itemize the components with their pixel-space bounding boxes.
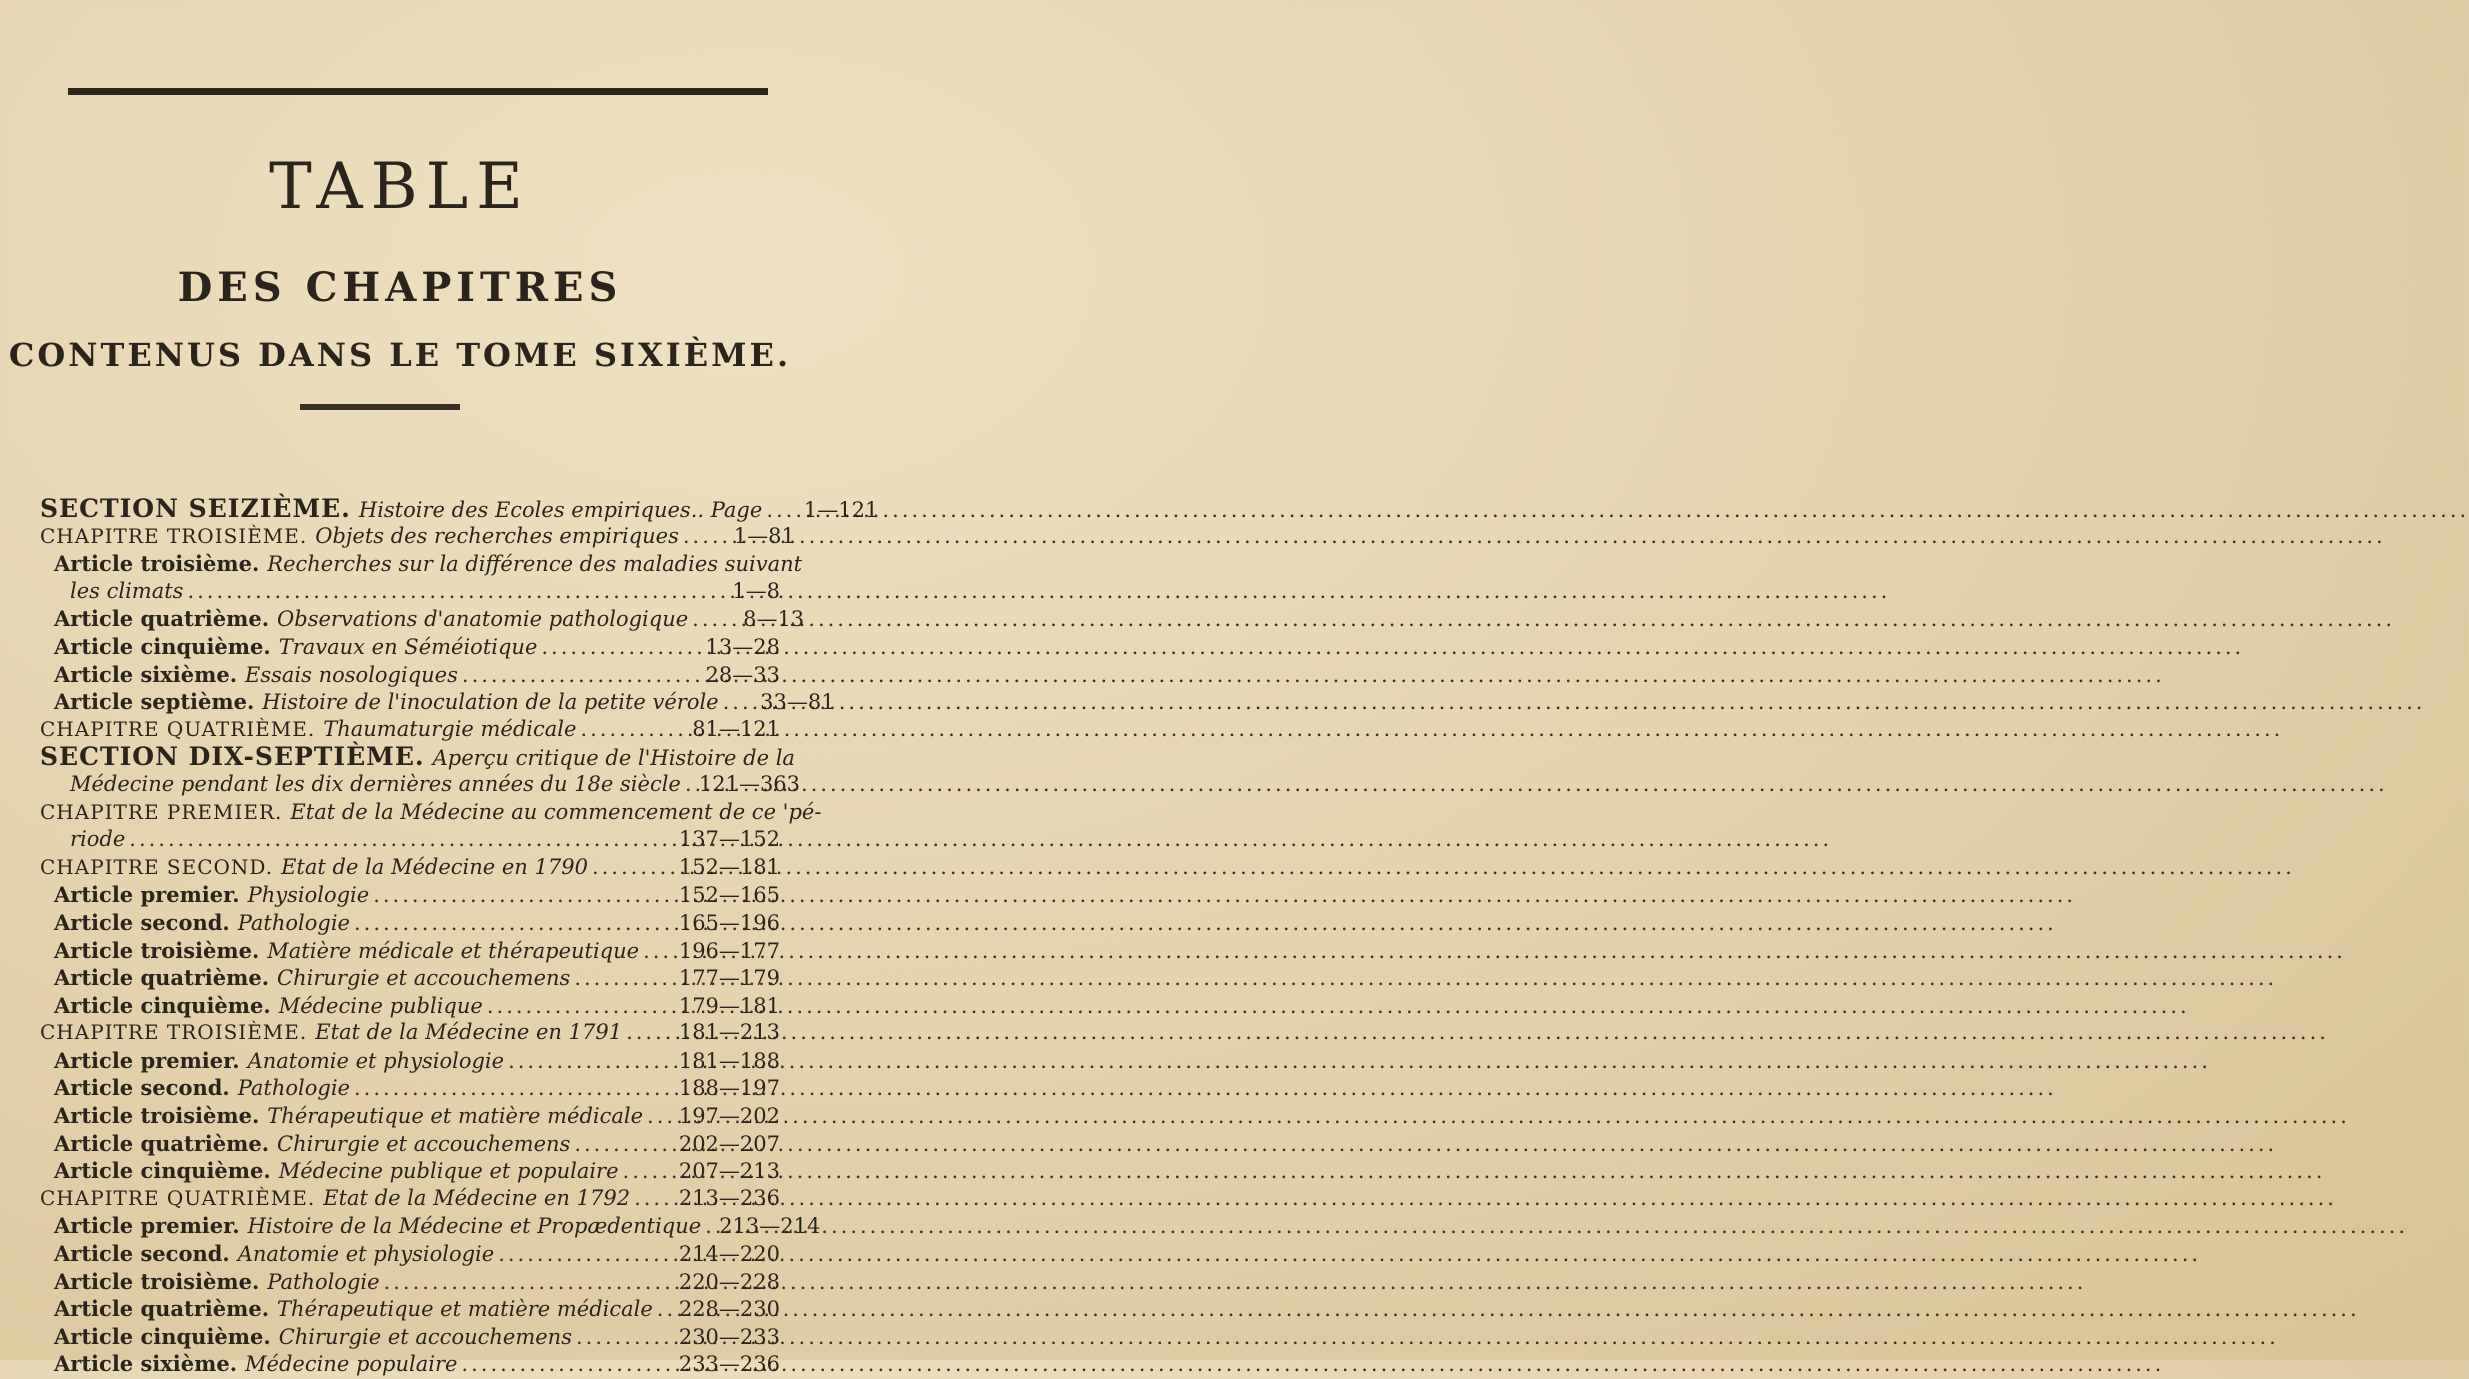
dot-leader xyxy=(685,771,695,799)
toc-entry-title: Thérapeutique et matière médicale xyxy=(267,1104,644,1129)
toc-entry-text xyxy=(54,1240,494,1269)
toc-entry-text xyxy=(70,771,681,799)
toc-entry xyxy=(40,578,780,606)
toc-entry-label: Article second. xyxy=(54,909,230,935)
toc-entry-title: Médecine populaire xyxy=(245,1352,458,1377)
toc-entry-title: Anatomie et physiologie xyxy=(237,1242,495,1267)
toc-entry-title: Histoire de la Médecine et Propædentique xyxy=(247,1214,702,1239)
toc-entry-title: Etat de la Médecine au commencement de ce 'pé- xyxy=(290,799,822,824)
toc-entry xyxy=(40,1350,780,1378)
dot-leader xyxy=(576,1324,675,1352)
toc-entry-label: Article premier. xyxy=(54,882,240,908)
toc-entry xyxy=(40,992,780,1020)
toc-entry-title: les climats xyxy=(70,578,184,603)
dot-leader xyxy=(592,854,675,882)
toc-entry-title: Pathologie xyxy=(237,910,350,935)
toc-entry-title: Histoire de l'inoculation de la petite vérole xyxy=(262,690,719,715)
dot-leader xyxy=(657,1296,675,1324)
toc-entry-text xyxy=(54,1102,643,1131)
dot-leader xyxy=(574,1131,675,1159)
toc-entry-pages: 202—207 xyxy=(678,1131,780,1156)
toc-entry-title: Etat de la Médecine en 1792 xyxy=(323,1185,631,1210)
toc-entry xyxy=(40,1212,821,1240)
toc-entry xyxy=(40,494,879,523)
toc-entry xyxy=(40,1019,780,1047)
toc-entry-text xyxy=(54,550,802,579)
toc-entry xyxy=(40,1102,780,1130)
toc-entry xyxy=(40,523,795,551)
toc-entry-text xyxy=(54,1295,653,1324)
toc-entry xyxy=(40,771,801,799)
toc-entry-title: Etat de la Médecine en 1790 xyxy=(281,854,588,879)
toc-entry-title: Anatomie et physiologie xyxy=(247,1048,505,1073)
toc-entry-pages: 8—13 xyxy=(743,607,805,632)
toc-entry-text xyxy=(70,826,125,854)
toc-entry xyxy=(40,1185,780,1213)
dot-leader xyxy=(354,910,675,938)
dot-leader xyxy=(692,606,702,634)
toc-entry-pages: 213—214 xyxy=(719,1214,821,1239)
dot-leader xyxy=(461,1351,674,1379)
dot-leader xyxy=(508,1048,675,1076)
dot-leader xyxy=(643,938,675,966)
toc-entry-title: Médecine pendant les dix dernières années du 18e siècle xyxy=(70,771,681,796)
toc-entry-label: Article septième. xyxy=(54,689,255,715)
toc-entry-pages: 1—81 xyxy=(733,523,795,548)
toc-entry-title: Matière médicale et thérapeutique xyxy=(267,938,640,963)
toc-entry-title: Aperçu critique de l'Histoire de la xyxy=(432,746,795,771)
dot-leader xyxy=(723,689,733,717)
toc-entry-pages: 233—236 xyxy=(678,1352,780,1377)
toc-entry-pages: 188—197 xyxy=(678,1076,780,1101)
toc-entry-pages: 181—188 xyxy=(678,1048,780,1073)
toc-entry-text xyxy=(40,1019,622,1047)
dot-leader xyxy=(373,882,675,910)
toc-entry-text xyxy=(54,937,639,966)
toc-entry-pages: 228—230 xyxy=(678,1297,780,1322)
toc-entry-title: Recherches sur la différence des maladies suivant xyxy=(267,552,803,577)
toc-entry-pages: 152—165 xyxy=(678,883,780,908)
dot-leader xyxy=(487,993,675,1021)
toc-entry-pages: 81—121 xyxy=(692,716,780,741)
toc-entry-text xyxy=(54,633,537,662)
toc-entry-text xyxy=(54,1212,701,1241)
toc-entry-title: Chirurgie et accouchemens xyxy=(277,966,571,991)
toc-entry-title: Objets des recherches empiriques xyxy=(315,523,679,548)
dot-leader xyxy=(574,965,675,993)
toc-entry-pages: 213—236 xyxy=(678,1185,780,1210)
toc-entry-pages: 121—363 xyxy=(698,771,801,796)
dot-leader xyxy=(129,826,675,854)
dot-leader xyxy=(187,578,678,606)
toc-entry-text xyxy=(40,523,679,551)
dot-leader xyxy=(498,1241,675,1269)
dot-leader xyxy=(354,1075,675,1103)
toc-entry-pages: 1—121 xyxy=(803,498,879,522)
toc-entry-text xyxy=(40,495,762,525)
toc-entry xyxy=(40,854,780,882)
toc-entry-text xyxy=(54,661,458,690)
toc-entry-label: Article troisième. xyxy=(54,937,260,963)
toc-entry xyxy=(40,1074,780,1102)
toc-entry xyxy=(40,605,805,633)
toc-entry-text xyxy=(54,1350,457,1379)
toc-entry-label: CHAPITRE QUATRIÈME. xyxy=(40,716,316,741)
toc-entry-pages: 207—213 xyxy=(678,1159,780,1184)
toc-entry-pages: 181—213 xyxy=(678,1020,780,1045)
toc-entry-pages: 28—33 xyxy=(705,662,780,687)
toc-entry-label: Article cinquième. xyxy=(54,1323,271,1349)
toc-entry-pages: 165—196 xyxy=(678,910,780,935)
toc-entry-text xyxy=(54,992,483,1021)
toc-entry-title: Thaumaturgie médicale xyxy=(323,716,577,741)
toc-entry xyxy=(40,1323,780,1351)
toc-entry-title: Etat de la Médecine en 1791 xyxy=(315,1020,623,1045)
toc-entry-pages: 230—233 xyxy=(678,1324,780,1349)
toc-entry-title: Pathologie xyxy=(267,1269,380,1294)
toc-entry-text xyxy=(54,964,570,993)
toc-entry xyxy=(40,633,780,661)
table-of-contents xyxy=(40,494,879,1378)
toc-entry-pages: 33—81 xyxy=(760,690,835,715)
toc-entry-pages: 137—152 xyxy=(678,827,780,852)
toc-entry-pages: 197—202 xyxy=(678,1104,780,1129)
toc-entry-title: Thérapeutique et matière médicale xyxy=(277,1297,653,1322)
toc-entry-title: Pathologie xyxy=(237,1076,350,1101)
toc-entry xyxy=(40,1240,780,1268)
dot-leader xyxy=(541,634,678,662)
toc-entry-title: Chirurgie et accouchemens xyxy=(277,1131,571,1156)
toc-entry-text xyxy=(40,799,821,827)
toc-entry-label: Article cinquième. xyxy=(54,1158,271,1184)
toc-entry xyxy=(40,550,803,578)
toc-entry-pages: 13—28 xyxy=(705,634,780,659)
toc-entry xyxy=(40,688,835,716)
toc-entry-title: Médecine publique et populaire xyxy=(278,1159,619,1184)
toc-entry-text xyxy=(40,716,576,744)
dot-leader xyxy=(683,523,693,551)
toc-entry-label: Article cinquième. xyxy=(54,633,271,659)
toc-entry-title: Chirurgie et accouchemens xyxy=(278,1324,572,1349)
toc-entry-text xyxy=(54,1074,350,1103)
toc-entry-text xyxy=(54,1157,619,1186)
toc-entry-pages: 179—181 xyxy=(678,993,780,1018)
toc-entry-label: Article troisième. xyxy=(54,1268,260,1294)
dot-leader xyxy=(647,1103,675,1131)
toc-entry xyxy=(40,742,795,772)
toc-entry-label: Article second. xyxy=(54,1075,230,1101)
toc-entry xyxy=(40,1268,780,1296)
toc-entry-title: Médecine publique xyxy=(278,993,483,1018)
toc-entry-label: Article second. xyxy=(54,1241,230,1267)
toc-entry xyxy=(40,1295,780,1323)
toc-entry-label: Article cinquième. xyxy=(54,992,271,1018)
dot-leader xyxy=(384,1269,675,1297)
toc-entry xyxy=(40,826,780,854)
toc-entry-pages: 177—179 xyxy=(678,966,780,991)
toc-entry-label: Article quatrième. xyxy=(54,1130,270,1156)
toc-entry-label: Article sixième. xyxy=(54,1351,238,1377)
toc-entry-text xyxy=(40,743,795,773)
toc-entry xyxy=(40,909,780,937)
toc-entry-label: Article quatrième. xyxy=(54,1296,270,1322)
toc-entry-label: Article troisième. xyxy=(54,1103,260,1129)
toc-entry-title: Travaux en Séméiotique xyxy=(278,634,538,659)
toc-entry-label: Article troisième. xyxy=(54,551,260,577)
toc-entry xyxy=(40,1157,780,1185)
dot-leader xyxy=(634,1185,675,1213)
toc-entry xyxy=(40,1047,780,1075)
top-double-rule xyxy=(68,88,768,95)
toc-entry-title: Physiologie xyxy=(247,883,370,908)
toc-entry-title: riode xyxy=(70,827,126,852)
toc-entry-title: Histoire des Ecoles empiriques.. Page xyxy=(358,498,763,522)
toc-entry-label: Article premier. xyxy=(54,1213,240,1239)
title-contenus: CONTENUS DANS LE TOME SIXIÈME. xyxy=(8,336,792,374)
ornamental-rule xyxy=(300,404,460,410)
toc-entry-label: SECTION SEIZIÈME. xyxy=(40,494,351,523)
dot-leader xyxy=(580,716,678,744)
toc-entry-label: CHAPITRE QUATRIÈME. xyxy=(40,1185,316,1210)
title-table: TABLE xyxy=(269,150,531,224)
toc-entry-text xyxy=(54,881,369,910)
toc-entry-label: Article quatrième. xyxy=(54,606,270,632)
toc-entry xyxy=(40,716,780,744)
toc-entry-text xyxy=(54,909,350,938)
toc-entry-title: Essais nosologiques xyxy=(245,662,458,687)
dot-leader xyxy=(626,1019,675,1047)
toc-entry-text xyxy=(40,854,588,882)
toc-entry-label: SECTION DIX-SEPTIÈME. xyxy=(40,742,425,772)
toc-entry-label: Article quatrième. xyxy=(54,965,270,991)
toc-entry-pages: 214—220 xyxy=(678,1242,780,1267)
toc-entry-pages: 1—8 xyxy=(732,578,780,603)
dot-leader xyxy=(705,1213,715,1241)
dot-leader xyxy=(766,497,776,525)
toc-entry-label: CHAPITRE TROISIÈME. xyxy=(40,523,308,548)
title-des-chapitres: DES CHAPITRES xyxy=(177,264,623,311)
toc-entry-label: Article premier. xyxy=(54,1047,240,1073)
toc-entry-text xyxy=(70,578,183,606)
toc-entry-text xyxy=(54,1130,570,1159)
toc-entry-pages: 220—228 xyxy=(678,1269,780,1294)
toc-entry-label: CHAPITRE TROISIÈME. xyxy=(40,1020,308,1045)
toc-entry-text xyxy=(54,1323,572,1352)
toc-entry xyxy=(40,661,780,689)
dot-leader xyxy=(462,662,678,690)
toc-entry-text xyxy=(54,1047,504,1076)
toc-entry-label: Article sixième. xyxy=(54,661,238,687)
toc-entry-title: Observations d'anatomie pathologique xyxy=(277,607,689,632)
toc-entry xyxy=(40,1130,780,1158)
toc-entry-label: CHAPITRE PREMIER. xyxy=(40,799,283,824)
dot-leader xyxy=(623,1158,675,1186)
toc-entry-pages: 196—177 xyxy=(678,938,780,963)
toc-entry-text xyxy=(54,1268,380,1297)
toc-entry-text xyxy=(40,1185,630,1213)
toc-entry xyxy=(40,937,780,965)
toc-entry-label: CHAPITRE SECOND. xyxy=(40,854,274,879)
toc-entry xyxy=(40,964,780,992)
toc-entry xyxy=(40,799,822,827)
toc-entry-text xyxy=(54,688,719,717)
toc-entry xyxy=(40,881,780,909)
toc-entry-pages: 152—181 xyxy=(678,854,780,879)
toc-entry-text xyxy=(54,605,688,634)
